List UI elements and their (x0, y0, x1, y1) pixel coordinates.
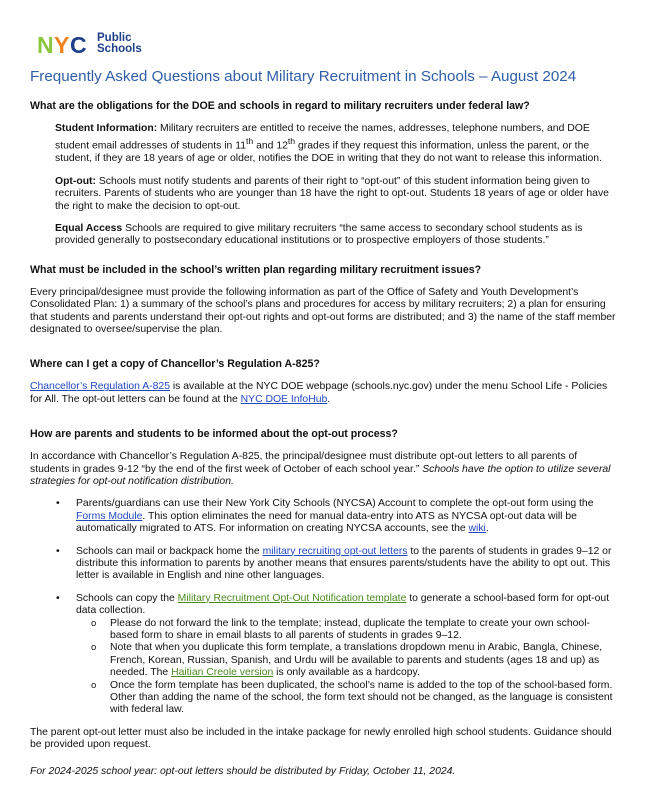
text-fragment-italic: Schools have the option to utilize several strategies for opt-out notification distribution. (30, 463, 611, 487)
text-fragment: In accordance with Chancellor’s Regulation A-825, the principal/designee must distribute opt-out letters to all parents of students in grades 9-12 “by the end of the first week of October of each school year.” (30, 451, 578, 475)
text-fragment: . (485, 523, 489, 535)
link-haitian-creole-version[interactable]: Haitian Creole version (171, 667, 274, 679)
logo-line-public: Public (97, 32, 132, 44)
paragraph-equal-access (55, 223, 618, 248)
svg-text:C: C (70, 33, 87, 55)
link-wiki[interactable]: wiki (468, 523, 486, 535)
heading-opt-out-process: How are parents and students to be informed about the opt-out process? (30, 428, 398, 441)
list-item-nycsa-account (30, 498, 618, 535)
label-equal-access: Equal Access (55, 222, 123, 234)
nyc-public-schools-logo (37, 33, 142, 55)
heading-written-plan: What must be included in the school’s written plan regarding military recruitment issues? (30, 263, 482, 276)
footer-note: For 2024-2025 school year: opt-out letters should be distributed by Friday, October 11, 2024. (30, 765, 456, 777)
list-item-copy-template (30, 593, 618, 717)
text-fragment: Schools are required to give military recruiters “the same access to secondary school students as is provided generally to postsecondary educational institutions or to prospective employers of those students.” (55, 222, 583, 247)
text-fragment: to generate a school-based form for opt-out data collection. (76, 592, 610, 617)
sub-item-do-not-forward: o Please do not forward the link to the template; instead, duplicate the template to create your own school-based form to share in email blasts to all parents of students in grades 9–12. (76, 618, 618, 643)
text-fragment: and 12 (253, 140, 288, 152)
svg-text:N: N (37, 33, 54, 55)
text-fragment: is only available as a hardcopy. (273, 667, 420, 679)
nyc-logo-icon (37, 33, 93, 55)
page-title: Frequently Asked Questions about Military Recruitment in Schools – August 2024 (30, 68, 577, 85)
text-fragment: Schools can mail or backpack home the (76, 545, 263, 557)
paragraph-opt-out-intro (30, 451, 618, 488)
text-fragment: Schools must notify students and parents of their right to “opt-out” of this student information being given to recruiters. Parents of students who are younger than 18 have the right to opt-out. Students 18 years of age or older have the right to make the decision to opt-out. (55, 175, 609, 212)
paragraph-opt-out (55, 176, 618, 213)
link-forms-module[interactable]: Forms Module (76, 510, 143, 522)
superscript: th (246, 136, 254, 147)
paragraph-regulation-copy (30, 381, 618, 406)
heading-regulation-copy: Where can I get a copy of Chancellor’s Regulation A-825? (30, 358, 320, 371)
link-nyc-doe-infohub[interactable]: NYC DOE InfoHub (240, 393, 328, 405)
logo-wordmark (97, 33, 142, 55)
document-body (30, 100, 618, 778)
text-fragment: . This option eliminates the need for manual data-entry into ATS as NYCSA opt-out data will be automatically migrated to ATS. For information on creating NYCSA accounts, see the (76, 510, 577, 535)
link-notification-template[interactable]: Military Recruitment Opt-Out Notification template (177, 592, 407, 604)
text-fragment: . (327, 393, 331, 405)
paragraph-written-plan: Every principal/designee must provide the following information as part of the Office of Safety and Youth Development’s Consolidated Plan: 1) a summary of the school’s plans and procedures for access by military recruiters; 2) a plan for ensuring that students and parents understand their opt-out rights and opt-out forms are distributed; and 3) the name of the staff member designated to oversee/supervise the plan. (30, 286, 616, 335)
text-fragment: Note that when you duplicate this form template, a translations dropdown menu in Arabic, Bangla, Chinese, French, Korean, Russian, Spanish, and Urdu will be available to parents and students (ages 18 and up) as needed. The (110, 642, 603, 679)
logo-line-schools: Schools (97, 43, 142, 55)
text-fragment: is available at the NYC DOE webpage (schools.nyc.gov) under the menu School Life - Policies for All. The opt-out letters can be found at the (30, 381, 608, 405)
text-fragment: grades if they request this information, unless the parent, or the student, if they are 18 years of age or older, notifies the DOE in writing that they do not want to release this information. (55, 140, 602, 165)
list-item-mail-letters (30, 546, 618, 583)
text-fragment: to the parents of students in grades 9–12 or distribute this information to parents by another means that ensures parents/students have the ability to opt out. This letter is available in English and nine other languages. (76, 545, 612, 582)
text-fragment: Military recruiters are entitled to receive the names, addresses, telephone numbers, and DOE student email addresses of students in 11 (55, 123, 590, 152)
template-notes-list (76, 618, 618, 717)
label-opt-out: Opt-out: (55, 175, 96, 187)
link-chancellors-regulation[interactable]: Chancellor’s Regulation A-825 (30, 381, 170, 393)
sub-item-school-name: o Once the form template has been duplicated, the school’s name is added to the top of the school-based form. Other than adding the name of the school, the form text should not be changed, as the language is consistent with federal law. (76, 680, 618, 717)
text-fragment: Parents/guardians can use their New York City Schools (NYCSA) Account to complete the opt-out form using the (76, 498, 594, 510)
paragraph-student-information (55, 123, 618, 166)
superscript: th (287, 136, 296, 147)
text-fragment: Schools can copy the (76, 592, 178, 604)
strategies-list (30, 498, 618, 717)
sub-item-translations (76, 642, 618, 679)
heading-obligations: What are the obligations for the DOE and schools in regard to military recruiters under federal law? (30, 100, 530, 112)
link-opt-out-letters[interactable]: military recruiting opt-out letters (262, 545, 408, 557)
svg-text:Y: Y (54, 33, 70, 55)
label-student-information: Student Information: (55, 123, 158, 134)
paragraph-intake-package: The parent opt-out letter must also be included in the intake package for newly enrolled high school students. Guidance should be provided upon request. (30, 726, 612, 751)
